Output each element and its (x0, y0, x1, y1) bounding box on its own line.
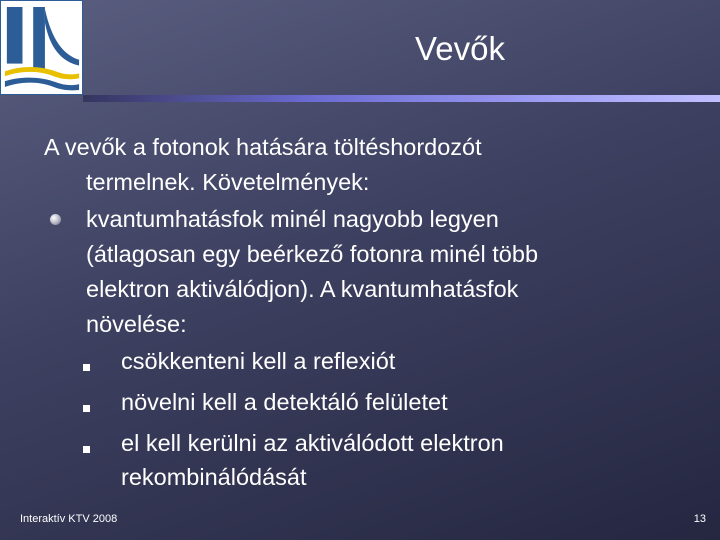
bullet1-line-1: kvantumhatásfok minél nagyobb legyen (86, 206, 499, 232)
subbullet-1: csökkenteni kell a reflexiót (121, 348, 396, 374)
footer-caption: Interaktív KTV 2008 (20, 513, 118, 525)
square-bullet-icon (83, 446, 90, 453)
subbullet-3-line-1: el kell kerülni az aktiválódott elektron (121, 430, 504, 456)
intro-line-2: termelnek. Követelmények: (86, 169, 370, 195)
page-number: 13 (693, 513, 706, 525)
bullet1-line-2: (átlagosan egy beérkező fotonra minél több (86, 241, 539, 267)
square-bullet-icon (83, 364, 90, 371)
square-bullet-icon (83, 405, 90, 412)
subbullet-2: növelni kell a detektáló felületet (121, 389, 448, 415)
sphere-bullet-icon (50, 214, 61, 225)
slide-title: Vevők (415, 30, 505, 67)
subbullet-3-line-2: rekombinálódását (121, 464, 307, 490)
bullet1-line-3: elektron aktiválódjon). A kvantumhatásfok (86, 276, 519, 302)
bullet1-line-4: növelése: (86, 311, 187, 337)
intro-line-1: A vevők a fotonok hatására töltéshordozót (44, 134, 482, 160)
